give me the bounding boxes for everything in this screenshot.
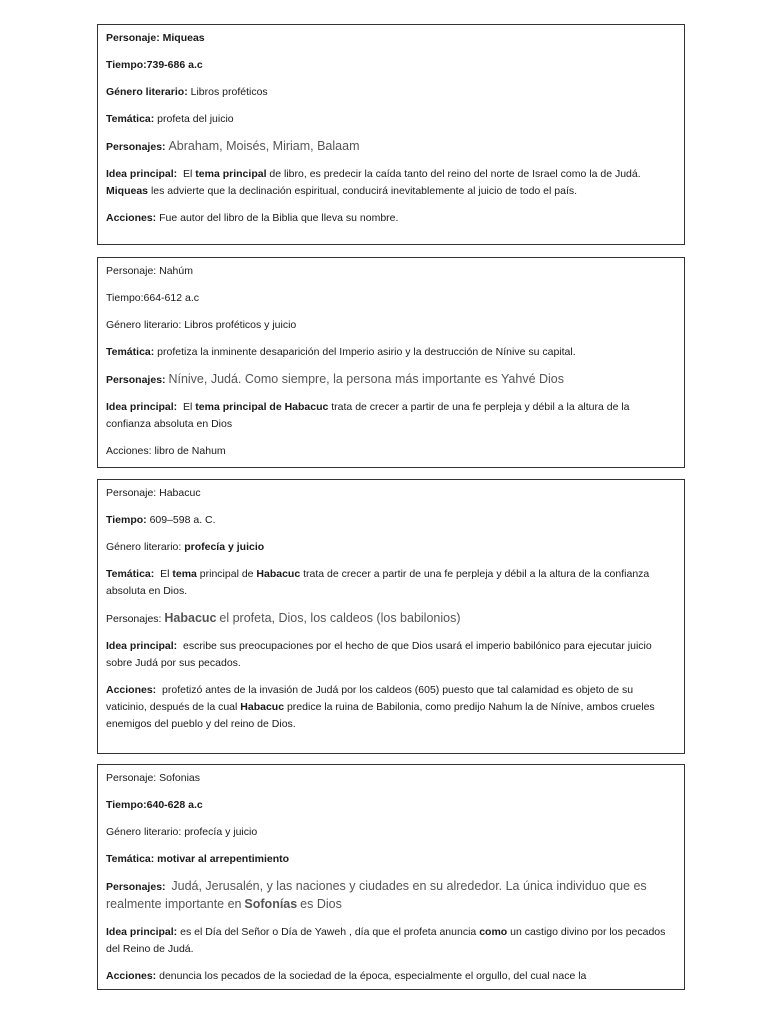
tematica-bold2: Habacuc [256, 568, 301, 580]
personajes-label: Personajes: [106, 374, 166, 386]
personajes-row [106, 610, 676, 628]
personaje-label: Personaje: [106, 772, 157, 784]
idea-label: Idea principal: [106, 926, 178, 938]
tematica-value: profetiza la inminente desaparición del Imperio asirio y la destrucción de Nínive su capital. [157, 346, 576, 358]
personajes-row [106, 371, 676, 389]
genero-label: Género literario: [106, 826, 182, 838]
tiempo-label: Tiempo: [106, 59, 147, 71]
personaje-value: Habacuc [159, 487, 201, 499]
idea-post: un castigo divino por los pecados del Reino de Judá. [106, 926, 666, 955]
tematica-row [106, 566, 676, 600]
personajes-post: es Dios [300, 897, 342, 911]
tematica-row [106, 344, 676, 361]
personajes-value: el profeta, Dios, los caldeos (los babilonios) [219, 611, 461, 625]
genero-row [106, 539, 676, 556]
genero-label: Género literario: [106, 541, 182, 553]
genero-row [106, 317, 676, 334]
personaje-value: Sofonias [159, 772, 200, 784]
idea-pre: El [183, 168, 193, 180]
acciones-row [106, 968, 676, 985]
card-habacuc [97, 479, 685, 754]
idea-label: Idea principal: [106, 640, 178, 652]
card-nahum [97, 257, 685, 468]
genero-label: Género literario: [106, 86, 188, 98]
tematica-post: trata de crecer a partir de una fe perpleja y débil a la altura de la confianza absoluta en Dios. [106, 568, 650, 597]
acciones-row [106, 210, 676, 227]
tiempo-label: Tiempo: [106, 292, 144, 304]
genero-value: profecía y juicio [184, 541, 265, 553]
genero-value: Libros proféticos [190, 86, 268, 98]
idea-bold1: tema principal [195, 168, 267, 180]
tiempo-value: 739-686 a.c [146, 59, 203, 71]
tiempo-label: Tiempo: [106, 799, 147, 811]
personaje-row [106, 30, 676, 47]
personaje-row [106, 263, 676, 280]
tiempo-value: 609–598 a. C. [149, 514, 216, 526]
tiempo-value: 664-612 a.c [143, 292, 200, 304]
idea-label: Idea principal: [106, 401, 178, 413]
idea-post: les advierte que la declinación espiritual, conducirá inevitablemente al juicio de todo el país. [150, 185, 578, 197]
acciones-bold: Habacuc [240, 701, 285, 713]
personaje-value: Miqueas [162, 32, 205, 44]
tiempo-row [106, 57, 676, 74]
idea-mid: de libro, es predecir la caída tanto del reino del norte de Israel como la de Judá. [269, 168, 641, 180]
acciones-value: Fue autor del libro de la Biblia que lleva su nombre. [159, 212, 399, 224]
idea-value: escribe sus preocupaciones por el hecho de que Dios usará el imperio babilónico para ejecutar juicio sobre Judá por sus pecados. [106, 640, 652, 669]
personaje-row [106, 485, 676, 502]
tematica-value: motivar al arrepentimiento [157, 853, 290, 865]
acciones-label: Acciones: [106, 970, 157, 982]
acciones-value: denuncia los pecados de la sociedad de la época, especialmente el orgullo, del cual nace la [159, 970, 587, 982]
genero-row [106, 824, 676, 841]
tematica-mid: principal de [199, 568, 254, 580]
tematica-label: Temática: [106, 853, 155, 865]
tematica-bold1: tema [172, 568, 197, 580]
idea-post: trata de crecer a partir de una fe perpleja y débil a la altura de la confianza absoluta en Dios [106, 401, 630, 430]
idea-bold2: Miqueas [106, 185, 149, 197]
tematica-value: profeta del juicio [157, 113, 234, 125]
personaje-label: Personaje: [106, 487, 157, 499]
idea-label: Idea principal: [106, 168, 178, 180]
personaje-label: Personaje: [106, 32, 160, 44]
personajes-label: Personajes: [106, 881, 166, 893]
tematica-label: Temática: [106, 113, 155, 125]
genero-row [106, 84, 676, 101]
acciones-label: Acciones: [106, 212, 157, 224]
personajes-pre: Judá, Jerusalén, y las naciones y ciudades en su alrededor. La única individuo que es realmente importante en [106, 879, 647, 911]
tematica-label: Temática: [106, 346, 155, 358]
personaje-value: Nahúm [159, 265, 193, 277]
tematica-row [106, 111, 676, 128]
tiempo-row [106, 797, 676, 814]
genero-value: profecía y juicio [184, 826, 258, 838]
idea-pre: es el Día del Señor o Día de Yaweh , día que el profeta anuncia [180, 926, 477, 938]
tiempo-row [106, 290, 676, 307]
acciones-post: predice la ruina de Babilonia, como predijo Nahum la de Nínive, ambos crueles enemigos del pueblo y del reino de Dios. [106, 701, 655, 730]
card-sofonias [97, 764, 685, 990]
idea-row [106, 399, 676, 433]
tiempo-value: 640-628 a.c [146, 799, 203, 811]
acciones-label: Acciones: [106, 445, 152, 457]
acciones-label: Acciones: [106, 684, 157, 696]
tematica-row [106, 851, 676, 868]
idea-bold1: tema principal de Habacuc [195, 401, 329, 413]
tiempo-row [106, 512, 676, 529]
tematica-label: Temática: [106, 568, 155, 580]
personajes-label: Personajes: [106, 141, 166, 153]
personajes-bold: Habacuc [164, 611, 217, 625]
acciones-row [106, 443, 676, 460]
card-miqueas [97, 24, 685, 245]
personajes-value: Nínive, Judá. Como siempre, la persona más importante es Yahvé Dios [168, 372, 565, 386]
acciones-value: libro de Nahum [154, 445, 226, 457]
genero-value: Libros proféticos y juicio [184, 319, 297, 331]
personajes-row [106, 878, 676, 914]
acciones-pre: profetizó antes de la invasión de Judá por los caldeos (605) puesto que tal calamidad es objeto de su vaticinio, después de la cual [106, 684, 634, 713]
personajes-label: Personajes: [106, 613, 162, 625]
idea-pre: El [183, 401, 193, 413]
personaje-row [106, 770, 676, 787]
idea-row [106, 166, 676, 200]
idea-row [106, 638, 676, 672]
personajes-value: Abraham, Moisés, Miriam, Balaam [168, 139, 360, 153]
tematica-pre: El [160, 568, 170, 580]
personajes-bold: Sofonías [244, 897, 298, 911]
tiempo-label: Tiempo: [106, 514, 147, 526]
idea-row [106, 924, 676, 958]
personaje-label: Personaje: [106, 265, 157, 277]
acciones-row [106, 682, 676, 733]
personajes-row [106, 138, 676, 156]
genero-label: Género literario: [106, 319, 182, 331]
idea-bold: como [479, 926, 508, 938]
